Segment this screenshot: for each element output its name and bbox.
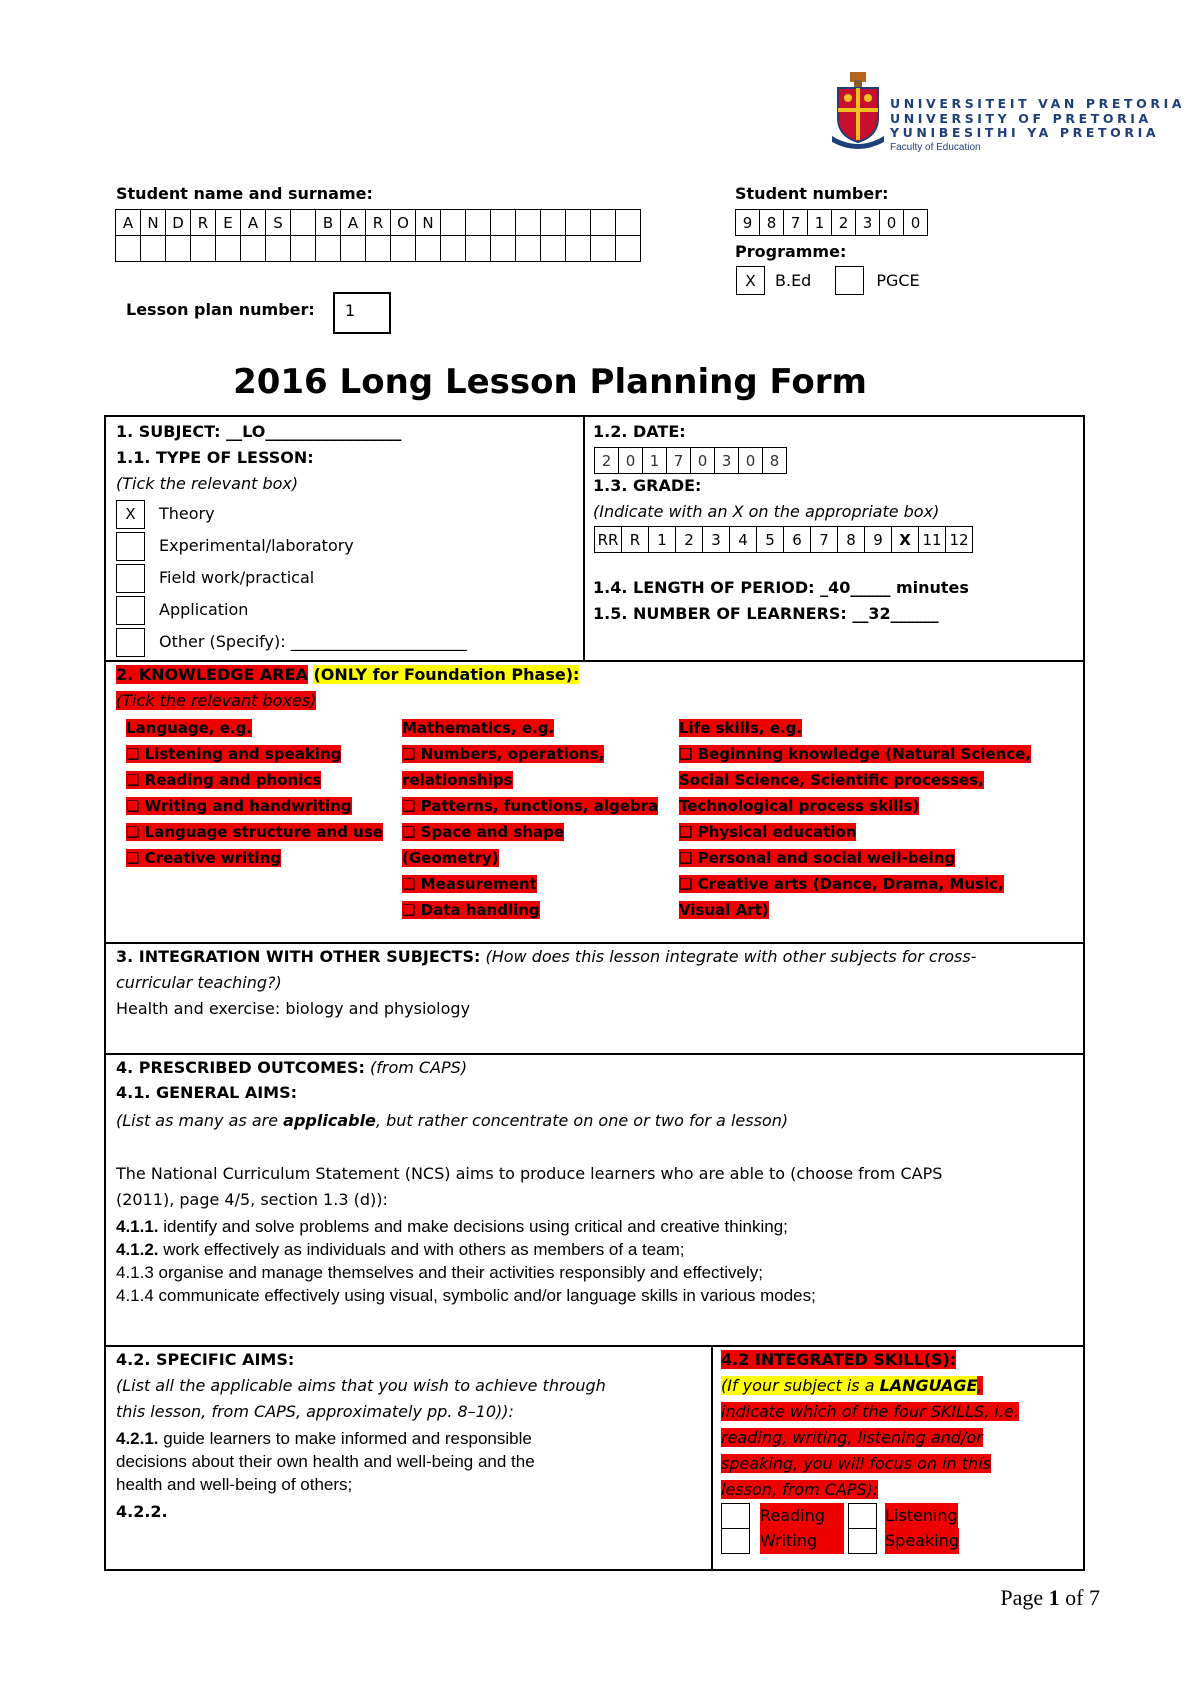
mathematics-item-text: ❑ Data handling <box>402 901 540 919</box>
name-letter-cell[interactable] <box>240 235 266 262</box>
aim-text: identify and solve problems and make decisions using critical and creative thinking; <box>158 1217 788 1236</box>
speaking-checkbox[interactable] <box>848 1528 877 1554</box>
specific-aim-line: health and well-being of others; <box>116 1475 353 1494</box>
name-letter-cell[interactable] <box>340 235 366 262</box>
name-letter-cell[interactable] <box>515 209 541 236</box>
outcomes-note: (from CAPS) <box>370 1058 468 1077</box>
name-letter-cell[interactable] <box>115 235 141 262</box>
student-number-cell[interactable]: 2 <box>831 209 856 236</box>
general-aims-hint <box>116 1108 788 1134</box>
skills-hint-line: lesson, from CAPS): <box>721 1480 879 1499</box>
application-label: Application <box>159 600 249 619</box>
grade-cell[interactable]: 12 <box>945 526 973 553</box>
skills-row-1 <box>721 1503 1019 1529</box>
specific-aim-2-number: 4.2.2. <box>116 1502 168 1521</box>
knowledge-area-hint <box>116 688 316 714</box>
mathematics-item-text: ❑ Space and shape <box>402 823 565 841</box>
name-letter-cell[interactable] <box>615 235 641 262</box>
student-number-cell[interactable]: 9 <box>735 209 760 236</box>
mathematics-item <box>402 819 658 845</box>
language-item <box>126 793 383 819</box>
name-letter-cell[interactable] <box>440 235 466 262</box>
student-number-field[interactable] <box>736 209 928 236</box>
grade-cell[interactable]: R <box>621 526 649 553</box>
skills-hint-b: LANGUAGE <box>879 1376 978 1395</box>
name-letter-cell[interactable] <box>265 235 291 262</box>
name-letter-cell[interactable] <box>490 209 516 236</box>
name-letter-cell[interactable] <box>565 235 591 262</box>
specific-aim-number: 4.2.1. <box>116 1429 159 1448</box>
grade-cell[interactable]: 5 <box>756 526 784 553</box>
reading-checkbox[interactable] <box>721 1503 750 1529</box>
grade-cell[interactable]: 8 <box>837 526 865 553</box>
learners-line: 1.5. NUMBER OF LEARNERS: __32______ <box>593 604 939 623</box>
life-skills-item-text: Life skills, e.g. <box>679 719 803 737</box>
student-name-label: Student name and surname: <box>116 184 373 203</box>
knowledge-area-heading <box>116 662 579 688</box>
name-letter-cell[interactable] <box>465 235 491 262</box>
general-aims-label: 4.1. GENERAL AIMS: <box>116 1083 298 1102</box>
name-letter-cell[interactable] <box>415 235 441 262</box>
aim-item <box>116 1284 816 1307</box>
language-item-text: ❑ Listening and speaking <box>126 745 342 763</box>
mathematics-item <box>402 845 658 871</box>
life-skills-item <box>679 767 1031 793</box>
experimental-checkbox[interactable] <box>116 532 145 561</box>
name-letter-cell[interactable] <box>540 209 566 236</box>
crest-icon <box>828 70 888 150</box>
skills-hint-a: (If your subject is a <box>721 1376 880 1395</box>
lesson-type-theory[interactable] <box>116 498 467 530</box>
date-digit-cell[interactable]: 1 <box>642 447 667 474</box>
integration-answer: Health and exercise: biology and physiology <box>116 999 471 1018</box>
mathematics-item <box>402 741 658 767</box>
mathematics-item-text: ❑ Numbers, operations, <box>402 745 605 763</box>
date-digit-cell[interactable]: 0 <box>738 447 763 474</box>
mathematics-item-text: relationships <box>402 771 513 789</box>
grade-cell[interactable]: 1 <box>648 526 676 553</box>
name-letter-cell[interactable]: S <box>265 209 291 236</box>
listening-checkbox[interactable] <box>848 1503 877 1529</box>
grade-cell[interactable]: RR <box>594 526 622 553</box>
fieldwork-label: Field work/practical <box>159 568 315 587</box>
aim-text: 4.1.4 communicate effectively using visual, symbolic and/or language skills in various modes; <box>116 1286 816 1305</box>
lesson-plan-number: 1 <box>345 301 356 320</box>
life-skills-item <box>679 897 1031 923</box>
page-title: 2016 Long Lesson Planning Form <box>233 362 867 402</box>
general-aims-list <box>116 1215 816 1307</box>
skills-hint-line: speaking, you will focus on in this <box>721 1454 991 1473</box>
name-letter-cell[interactable] <box>590 235 616 262</box>
university-line-2: UNIVERSITY OF PRETORIA <box>890 110 1152 126</box>
life-skills-item-text: ❑ Physical education <box>679 823 857 841</box>
student-number-cell[interactable]: 1 <box>807 209 832 236</box>
date-digit-cell[interactable]: 0 <box>690 447 715 474</box>
name-letter-cell[interactable]: N <box>140 209 166 236</box>
life-skills-item-text: ❑ Personal and social well-being <box>679 849 956 867</box>
language-item <box>126 715 383 741</box>
life-skills-item-text: ❑ Beginning knowledge (Natural Science, <box>679 745 1032 763</box>
outcomes-heading <box>116 1055 467 1081</box>
mathematics-item <box>402 767 658 793</box>
name-letter-cell[interactable] <box>290 209 316 236</box>
mathematics-item <box>402 871 658 897</box>
grade-cell[interactable]: 3 <box>702 526 730 553</box>
student-number-label: Student number: <box>735 184 889 203</box>
ncs-line-2: (2011), page 4/5, section 1.3 (d)): <box>116 1190 388 1209</box>
date-label: 1.2. DATE: <box>593 422 686 441</box>
name-letter-cell[interactable] <box>440 209 466 236</box>
name-letter-cell[interactable] <box>140 235 166 262</box>
page-number <box>1000 1585 1100 1611</box>
name-letter-cell[interactable]: R <box>190 209 216 236</box>
lesson-type-hint: (Tick the relevant box) <box>116 474 299 493</box>
life-skills-item-text: Visual Art) <box>679 901 769 919</box>
name-letter-cell[interactable]: A <box>115 209 141 236</box>
language-item-text: ❑ Language structure and use <box>126 823 383 841</box>
name-letter-cell[interactable] <box>515 235 541 262</box>
language-item-text: Language, e.g. <box>126 719 253 737</box>
lesson-plan-label: Lesson plan number: <box>126 300 315 319</box>
name-letter-cell[interactable] <box>565 209 591 236</box>
lesson-type-experimental[interactable] <box>116 530 467 562</box>
name-letter-cell[interactable] <box>615 209 641 236</box>
skills-hint-line: reading, writing, listening and/or <box>721 1428 983 1447</box>
specific-aims-hint-2: this lesson, from CAPS, approximately pp. 8–10)): <box>116 1402 514 1421</box>
lesson-type-label: 1.1. TYPE OF LESSON: <box>116 448 314 467</box>
knowledge-area-hint-text: (Tick the relevant boxes) <box>116 691 317 710</box>
life-skills-item-text: ❑ Creative arts (Dance, Drama, Music, <box>679 875 1004 893</box>
specific-aim-line: decisions about their own health and well-being and the <box>116 1452 535 1471</box>
skills-hint-c: , <box>977 1376 983 1395</box>
name-letter-cell[interactable]: O <box>390 209 416 236</box>
language-item <box>126 845 383 871</box>
reading-label: Reading <box>760 1503 844 1529</box>
life-skills-item-text: Social Science, Scientific processes, <box>679 771 984 789</box>
student-number-cell[interactable]: 7 <box>783 209 808 236</box>
date-digit-cell[interactable]: 8 <box>762 447 787 474</box>
student-number-cell[interactable]: 3 <box>855 209 880 236</box>
application-checkbox[interactable] <box>116 596 145 625</box>
grade-cell[interactable]: 6 <box>783 526 811 553</box>
grade-label: 1.3. GRADE: <box>593 476 702 495</box>
name-letter-cell[interactable] <box>540 235 566 262</box>
skills-hint-line: indicate which of the four SKILLS, i.e. <box>721 1402 1019 1421</box>
current-page: 1 <box>1048 1585 1060 1610</box>
mathematics-item-text: Mathematics, e.g. <box>402 719 555 737</box>
name-letter-cell[interactable]: N <box>415 209 441 236</box>
programme-bed-checkbox[interactable]: X <box>736 266 765 295</box>
life-skills-column <box>679 715 1031 923</box>
student-number-cell[interactable]: 0 <box>879 209 904 236</box>
skills-row-2 <box>721 1528 1019 1554</box>
theory-label: Theory <box>159 504 215 523</box>
student-number-cell[interactable]: 0 <box>903 209 928 236</box>
aim-item <box>116 1215 816 1238</box>
life-skills-item <box>679 793 1031 819</box>
integration-hint-1: (How does this lesson integrate with other subjects for cross- <box>485 947 977 966</box>
specific-aims-hint-1: (List all the applicable aims that you wish to achieve through <box>116 1376 606 1395</box>
name-letter-cell[interactable] <box>190 235 216 262</box>
name-letter-cell[interactable]: E <box>215 209 241 236</box>
writing-checkbox[interactable] <box>721 1528 750 1554</box>
experimental-label: Experimental/laboratory <box>159 536 354 555</box>
integrated-skills <box>721 1347 1019 1554</box>
period-line: 1.4. LENGTH OF PERIOD: _40_____ minutes <box>593 578 969 597</box>
language-item <box>126 767 383 793</box>
other-label: Other (Specify): ______________________ <box>159 632 467 651</box>
name-row-1 <box>116 209 641 236</box>
lesson-type-application[interactable] <box>116 594 467 626</box>
integration-title: 3. INTEGRATION WITH OTHER SUBJECTS: <box>116 947 481 966</box>
programme-label: Programme: <box>735 242 847 261</box>
page-total: of 7 <box>1059 1585 1100 1610</box>
grade-cell[interactable]: 11 <box>918 526 946 553</box>
aim-text: 4.1.3 organise and manage themselves and their activities responsibly and effectively; <box>116 1263 764 1282</box>
life-skills-item <box>679 741 1031 767</box>
language-item <box>126 819 383 845</box>
language-item <box>126 741 383 767</box>
grade-field[interactable] <box>595 526 973 553</box>
specific-aims-label: 4.2. SPECIFIC AIMS: <box>116 1350 295 1369</box>
university-logo <box>828 70 888 150</box>
hint-part: , but rather concentrate on one or two for a lesson) <box>375 1111 789 1130</box>
name-letter-cell[interactable]: B <box>315 209 341 236</box>
hint-part: (List as many as are <box>116 1111 284 1130</box>
faculty-name: Faculty of Education <box>890 142 981 153</box>
university-line-3: YUNIBESITHI YA PRETORIA <box>890 125 1160 140</box>
grade-hint: (Indicate with an X on the appropriate box) <box>593 502 940 521</box>
mathematics-item-text: ❑ Patterns, functions, algebra <box>402 797 659 815</box>
outcomes-title: 4. PRESCRIBED OUTCOMES: <box>116 1058 365 1077</box>
other-checkbox[interactable] <box>116 628 145 657</box>
integration-hint-2: curricular teaching?) <box>116 973 282 992</box>
date-field[interactable] <box>595 447 787 474</box>
divider <box>583 417 585 660</box>
fieldwork-checkbox[interactable] <box>116 564 145 593</box>
student-number-cell[interactable]: 8 <box>759 209 784 236</box>
knowledge-area-note: (ONLY for Foundation Phase): <box>313 665 580 684</box>
specific-aim-1 <box>116 1427 535 1496</box>
mathematics-item <box>402 715 658 741</box>
ncs-line-1: The National Curriculum Statement (NCS) aims to produce learners who are able to (choose from CAPS <box>116 1164 943 1183</box>
name-letter-cell[interactable]: A <box>340 209 366 236</box>
name-letter-cell[interactable] <box>165 235 191 262</box>
life-skills-item <box>679 845 1031 871</box>
name-letter-cell[interactable] <box>315 235 341 262</box>
listening-label: Listening <box>885 1503 958 1529</box>
university-line-1: UNIVERSITEIT VAN PRETORIA <box>890 96 1186 111</box>
name-letter-cell[interactable] <box>490 235 516 262</box>
writing-label: Writing <box>760 1528 844 1554</box>
integration-heading <box>116 944 976 970</box>
programme-pgce-label: PGCE <box>876 270 920 290</box>
name-letter-cell[interactable] <box>290 235 316 262</box>
subject-line: 1. SUBJECT: __LO_________________ <box>116 422 402 441</box>
language-item-text: ❑ Reading and phonics <box>126 771 322 789</box>
lesson-type-list <box>116 498 467 658</box>
name-letter-cell[interactable] <box>215 235 241 262</box>
student-name-grid[interactable] <box>116 209 641 262</box>
language-item-text: ❑ Creative writing <box>126 849 281 867</box>
specific-aim-line <box>116 1427 535 1450</box>
lesson-form <box>104 415 1085 1571</box>
mathematics-item <box>402 897 658 923</box>
date-digit-cell[interactable]: 3 <box>714 447 739 474</box>
grade-cell[interactable]: 7 <box>810 526 838 553</box>
name-letter-cell[interactable]: D <box>165 209 191 236</box>
lesson-plan-number-field[interactable] <box>333 292 391 334</box>
name-letter-cell[interactable] <box>365 235 391 262</box>
name-letter-cell[interactable]: R <box>365 209 391 236</box>
aim-number: 4.1.2. <box>116 1240 159 1259</box>
mathematics-column <box>402 715 658 923</box>
grade-cell[interactable]: 2 <box>675 526 703 553</box>
programme-options <box>736 266 920 295</box>
integrated-skills-label: 4.2 INTEGRATED SKILL(S): <box>721 1350 957 1369</box>
name-letter-cell[interactable] <box>390 235 416 262</box>
aim-item <box>116 1238 816 1261</box>
lesson-type-other[interactable] <box>116 626 467 658</box>
lesson-type-fieldwork[interactable] <box>116 562 467 594</box>
life-skills-item <box>679 819 1031 845</box>
date-digit-cell[interactable]: 2 <box>594 447 619 474</box>
aim-item <box>116 1261 816 1284</box>
hint-part-bold: applicable <box>283 1111 376 1130</box>
date-digit-cell[interactable]: 7 <box>666 447 691 474</box>
aim-text: work effectively as individuals and with others as members of a team; <box>158 1240 685 1259</box>
life-skills-item <box>679 871 1031 897</box>
grade-cell[interactable]: 9 <box>864 526 892 553</box>
date-digit-cell[interactable]: 0 <box>618 447 643 474</box>
language-item-text: ❑ Writing and handwriting <box>126 797 352 815</box>
university-name <box>890 97 1185 141</box>
life-skills-item <box>679 715 1031 741</box>
language-column <box>126 715 383 871</box>
grade-cell[interactable]: X <box>891 526 919 553</box>
programme-pgce-checkbox[interactable] <box>835 266 864 295</box>
name-letter-cell[interactable] <box>465 209 491 236</box>
divider <box>711 1345 713 1571</box>
aim-number: 4.1.1. <box>116 1217 159 1236</box>
life-skills-item-text: Technological process skills) <box>679 797 920 815</box>
mathematics-item <box>402 793 658 819</box>
mathematics-item-text: (Geometry) <box>402 849 499 867</box>
page-text: Page <box>1000 1585 1049 1610</box>
grade-cell[interactable]: 4 <box>729 526 757 553</box>
name-letter-cell[interactable] <box>590 209 616 236</box>
name-letter-cell[interactable]: A <box>240 209 266 236</box>
speaking-label: Speaking <box>885 1528 959 1554</box>
theory-checkbox[interactable]: X <box>116 500 145 529</box>
specific-aim-text: guide learners to make informed and responsible <box>158 1429 532 1448</box>
knowledge-area-title: 2. KNOWLEDGE AREA <box>116 665 308 684</box>
name-row-2 <box>116 235 641 262</box>
programme-bed-label: B.Ed <box>775 270 812 290</box>
mathematics-item-text: ❑ Measurement <box>402 875 537 893</box>
